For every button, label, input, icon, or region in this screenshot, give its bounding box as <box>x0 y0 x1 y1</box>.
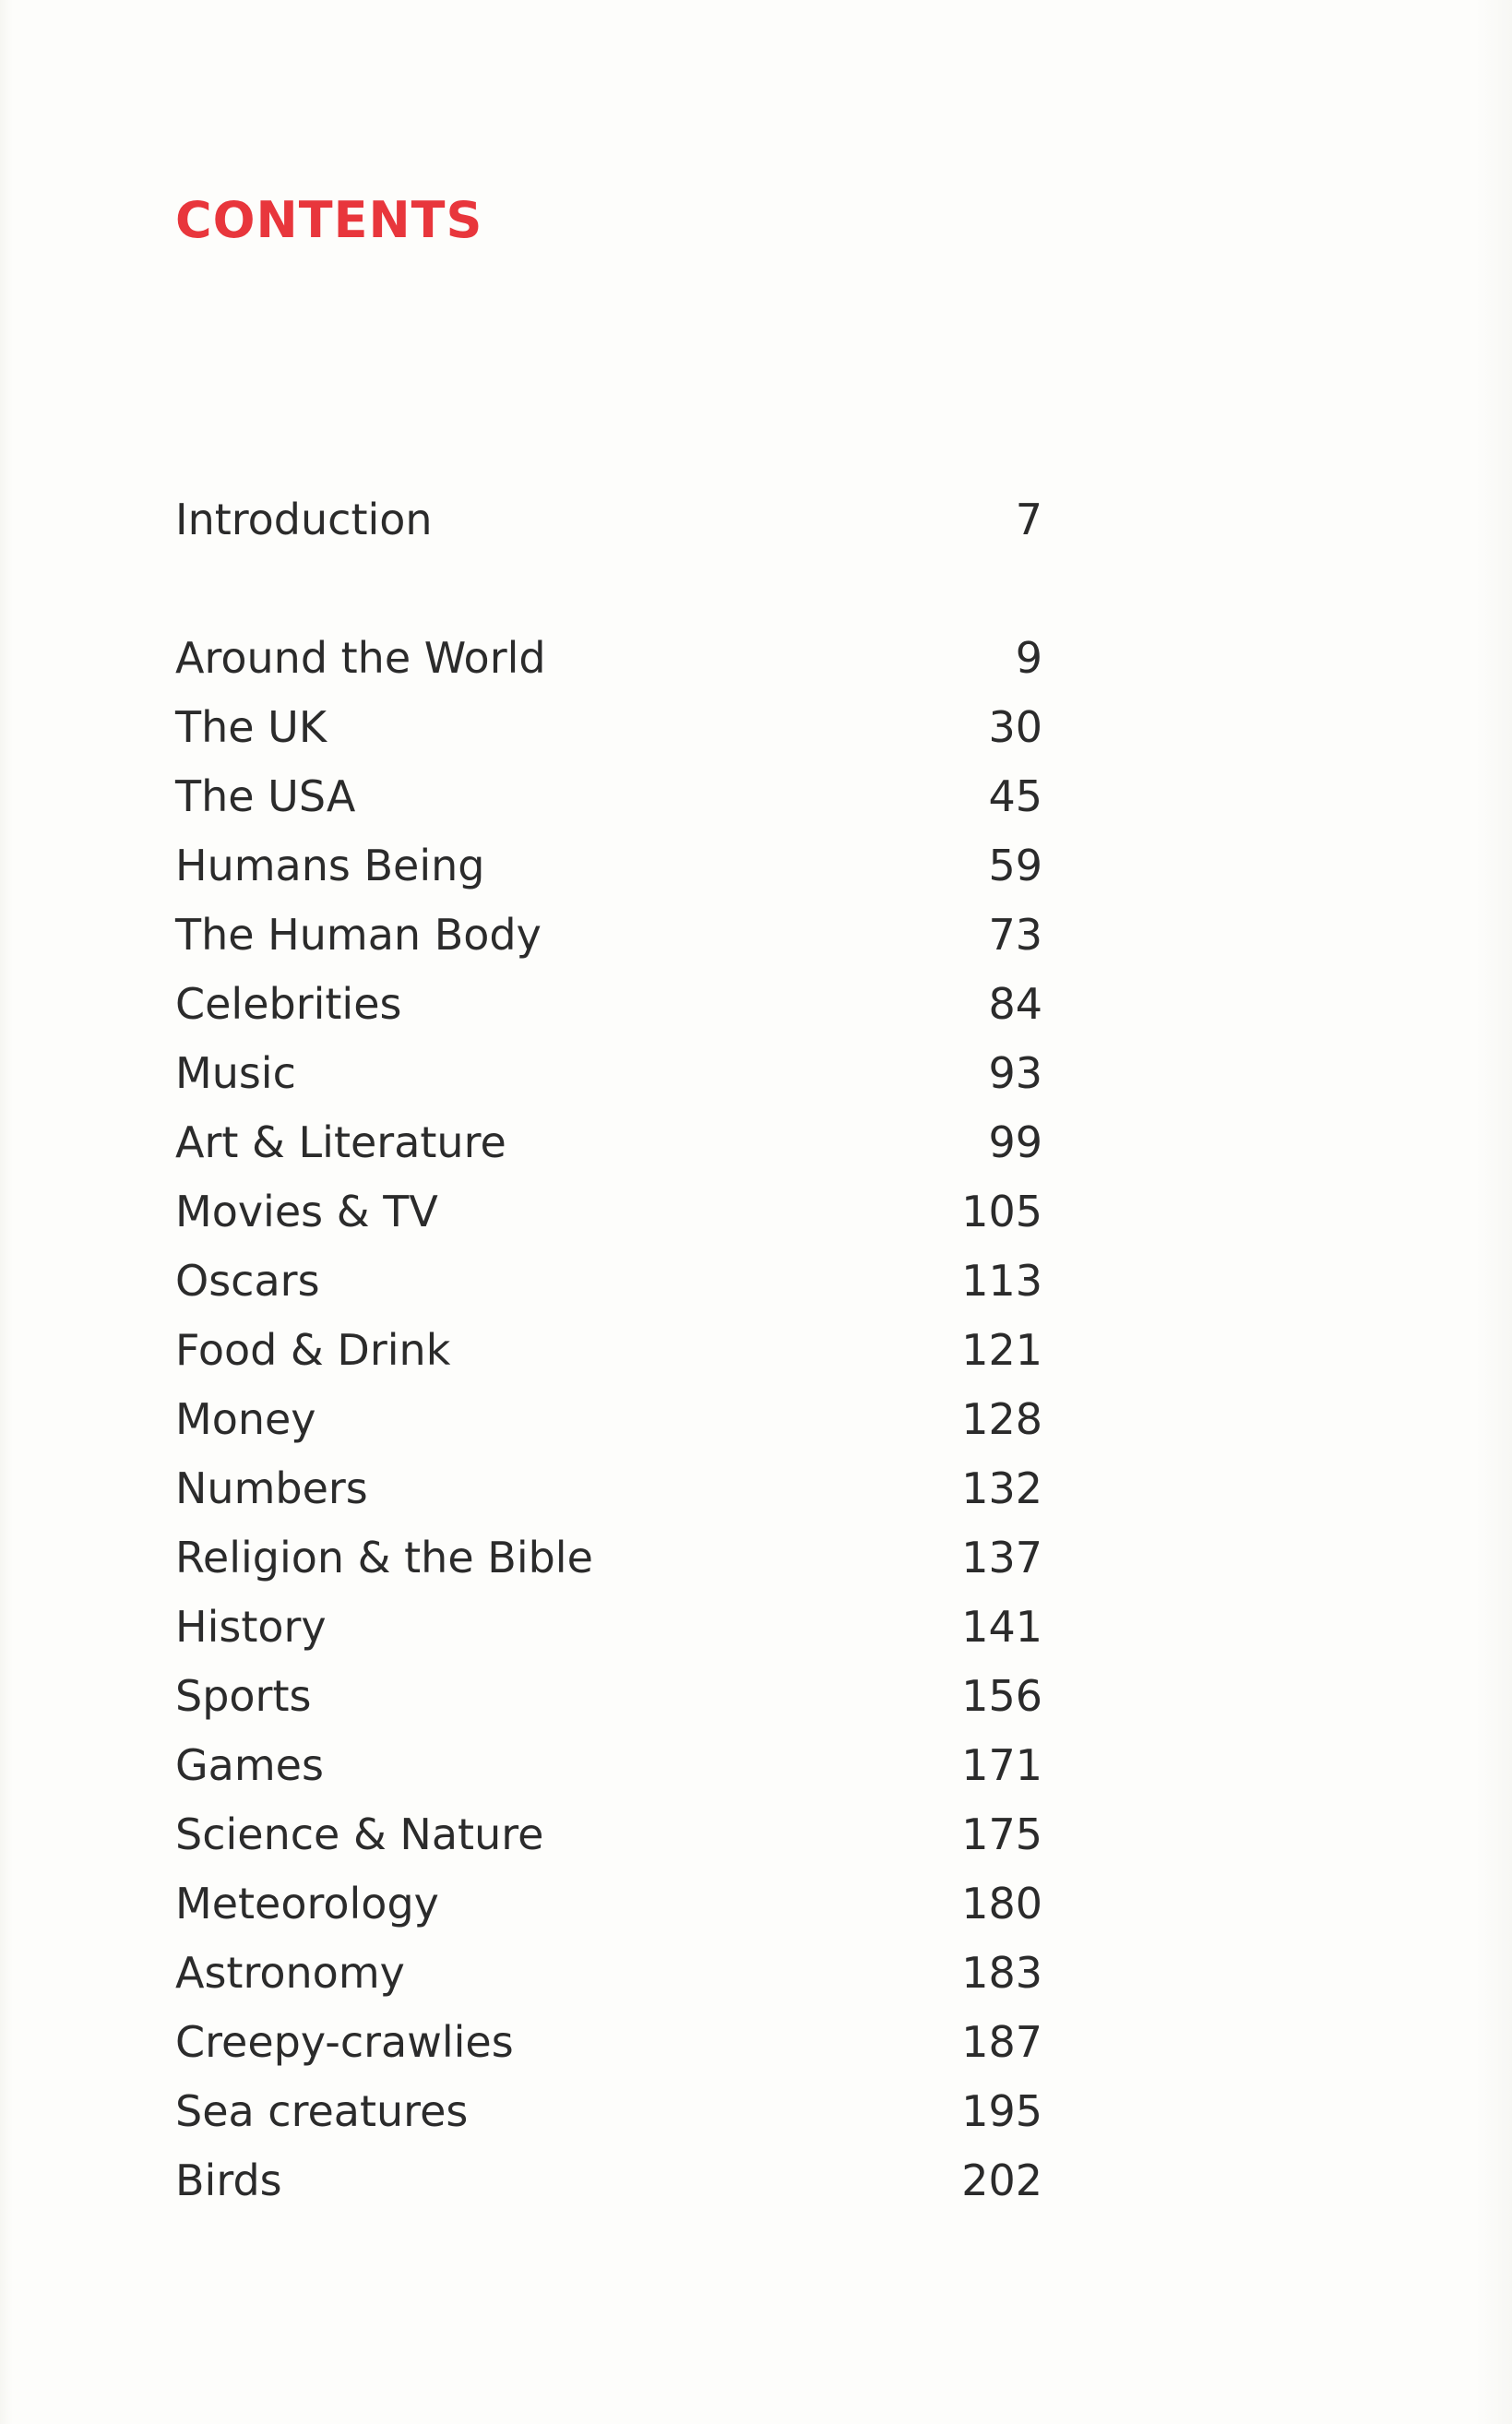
toc-entry-page-number: 180 <box>961 1879 1042 1928</box>
toc-entry-page-number: 45 <box>988 771 1042 821</box>
toc-entry-page-number: 132 <box>961 1463 1042 1513</box>
toc-entry-label: Oscars <box>175 1256 320 1306</box>
toc-entry <box>175 769 1042 824</box>
toc-entry-label: The Human Body <box>175 910 542 960</box>
toc-entry-page-number: 128 <box>961 1394 1042 1444</box>
toc-entry-page-number: 187 <box>961 2017 1042 2067</box>
toc-entry-label: Astronomy <box>175 1948 405 1998</box>
toc-entry-label: Meteorology <box>175 1879 439 1928</box>
toc-entry-page-number: 113 <box>961 1256 1042 1306</box>
toc-entry <box>175 1045 1042 1101</box>
toc-entry-page-number: 59 <box>988 841 1042 890</box>
toc-entry-page-number: 84 <box>988 979 1042 1029</box>
toc-entry <box>175 838 1042 893</box>
toc-entry <box>175 1184 1042 1239</box>
toc-entry-page-number: 30 <box>988 702 1042 752</box>
toc-entry <box>175 699 1042 755</box>
toc-entry-label: Money <box>175 1394 316 1444</box>
toc-entry-page-number: 73 <box>988 910 1042 960</box>
toc-entry-label: Food & Drink <box>175 1325 451 1375</box>
toc-entry <box>175 1530 1042 1585</box>
toc-entry-label: Sea creatures <box>175 2086 469 2136</box>
toc-entry <box>175 2153 1042 2208</box>
toc-entry-label: The USA <box>175 771 356 821</box>
toc-entry-label: Science & Nature <box>175 1809 544 1859</box>
toc-entry-label: Celebrities <box>175 979 402 1029</box>
toc-entry-page-number: 195 <box>961 2086 1042 2136</box>
toc-entry-page-number: 93 <box>988 1048 1042 1098</box>
toc-entry-page-number: 121 <box>961 1325 1042 1375</box>
toc-entry-label: Introduction <box>175 495 433 544</box>
toc-entry-label: Movies & TV <box>175 1187 438 1236</box>
toc-entry <box>175 1876 1042 1931</box>
toc-entry <box>175 1253 1042 1308</box>
toc-entry-page-number: 183 <box>961 1948 1042 1998</box>
toc-entry <box>175 1807 1042 1862</box>
toc-entry <box>175 1599 1042 1654</box>
toc-entry-page-number: 202 <box>961 2155 1042 2205</box>
toc-entry <box>175 1737 1042 1793</box>
contents-heading: CONTENTS <box>175 191 483 249</box>
toc-entry-label: Music <box>175 1048 296 1098</box>
toc-entry-label: Religion & the Bible <box>175 1533 593 1582</box>
toc-entry-label: Creepy-crawlies <box>175 2017 514 2067</box>
toc-entry <box>175 2084 1042 2139</box>
toc-entry-page-number: 171 <box>961 1740 1042 1790</box>
toc-entry-page-number: 9 <box>1015 633 1042 683</box>
toc-entry-label: The UK <box>175 702 327 752</box>
toc-entry-label: History <box>175 1602 327 1652</box>
toc-entry-page-number: 137 <box>961 1533 1042 1582</box>
toc-entry-label: Games <box>175 1740 324 1790</box>
toc-entry <box>175 907 1042 962</box>
toc-entry-label: Humans Being <box>175 841 485 890</box>
toc-entry <box>175 1668 1042 1724</box>
toc-entry-label: Birds <box>175 2155 282 2205</box>
toc-entry-label: Around the World <box>175 633 546 683</box>
toc-entry-page-number: 175 <box>961 1809 1042 1859</box>
toc-entry-page-number: 105 <box>961 1187 1042 1236</box>
toc-entry <box>175 1115 1042 1170</box>
toc-entry <box>175 1945 1042 2000</box>
toc-entry <box>175 1461 1042 1516</box>
toc-entry-label: Sports <box>175 1671 312 1721</box>
toc-entry-page-number: 141 <box>961 1602 1042 1652</box>
toc-entry-page-number: 156 <box>961 1671 1042 1721</box>
toc-entry <box>175 976 1042 1032</box>
toc-entry-label: Numbers <box>175 1463 368 1513</box>
toc-entry <box>175 1391 1042 1447</box>
toc-entry <box>175 2014 1042 2070</box>
toc-entry-page-number: 7 <box>1015 495 1042 544</box>
toc-entry-label: Art & Literature <box>175 1117 506 1167</box>
toc-entry <box>175 1322 1042 1378</box>
toc-entry <box>175 630 1042 686</box>
toc-entry-page-number: 99 <box>988 1117 1042 1167</box>
